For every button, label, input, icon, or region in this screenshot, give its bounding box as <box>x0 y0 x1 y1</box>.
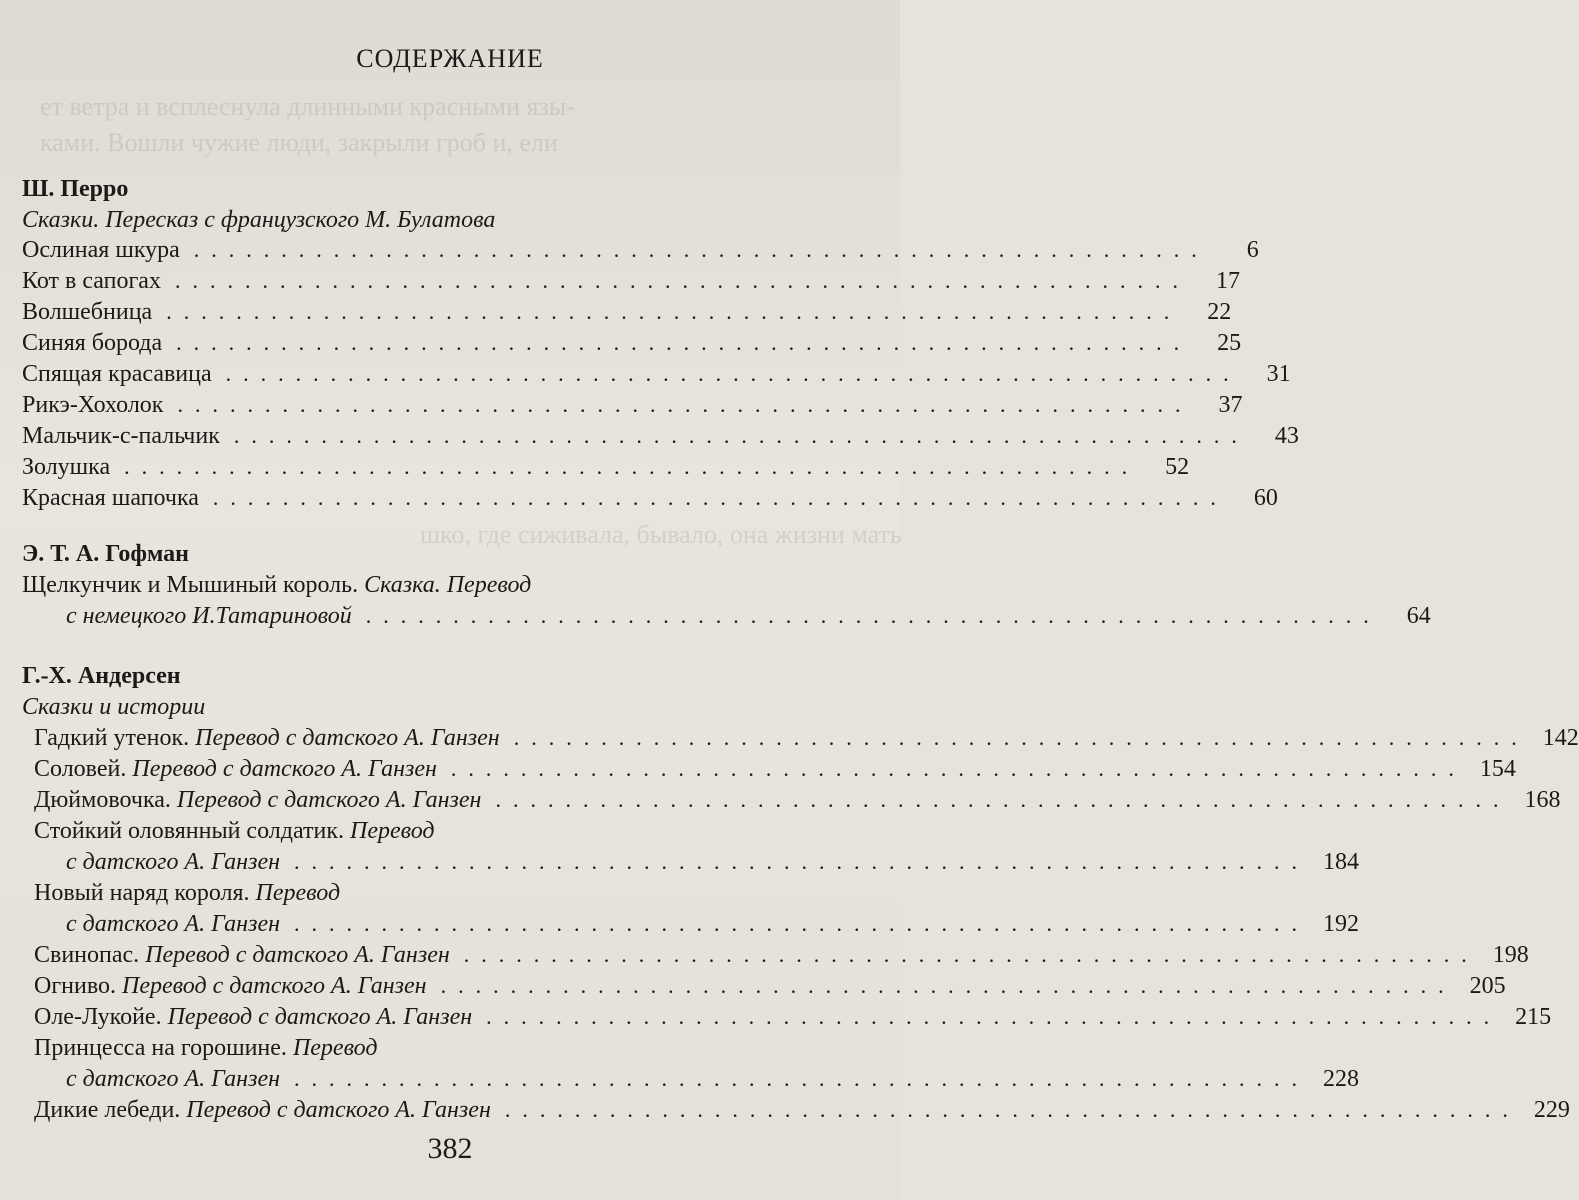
toc-entry[interactable] <box>22 481 1278 515</box>
entry-page: 22 <box>1207 299 1232 325</box>
toc-entry[interactable] <box>34 721 1579 755</box>
toc-entry[interactable] <box>34 938 1529 972</box>
entry-page: 198 <box>1492 942 1529 968</box>
entry-note: Перевод <box>255 880 341 906</box>
entry-page: 37 <box>1218 392 1243 418</box>
author-hoffmann: Э. Т. А. Гофман <box>22 541 189 567</box>
bleed-through-text: ками. Вошли чужие люди, закрыли гроб и, ели <box>40 128 558 157</box>
toc-entry-first-line[interactable] <box>34 876 832 910</box>
entry-page: 64 <box>1406 603 1431 629</box>
entry-page: 142 <box>1542 725 1579 751</box>
leader-dots: .......................................................... <box>504 1097 1520 1122</box>
entry-page: 229 <box>1533 1097 1570 1123</box>
leader-dots: .......................................................... <box>212 485 1228 510</box>
entry-page: 6 <box>1246 237 1259 263</box>
toc-entry-first-line[interactable] <box>34 814 832 848</box>
toc-entry[interactable] <box>22 264 1240 298</box>
leader-dots: .......................................................... <box>294 849 1309 874</box>
entry-note-cont: с датского А. Ганзен <box>66 1066 280 1092</box>
entry-title: Спящая красавица <box>22 361 212 387</box>
contents-heading: СОДЕРЖАНИЕ <box>356 44 544 73</box>
entry-note: Сказка. Перевод <box>364 572 532 598</box>
entry-title: Стойкий оловянный солдатик. <box>34 818 344 844</box>
entry-title: Красная шапочка <box>22 485 199 511</box>
entry-title: Огниво. <box>34 973 117 999</box>
leader-dots: .......................................................... <box>294 1066 1309 1091</box>
entry-title: Оле-Лукойе. <box>34 1004 162 1030</box>
toc-entry-continuation[interactable] <box>66 907 1359 941</box>
toc-entry[interactable] <box>22 357 1291 391</box>
entry-note: Перевод с датского А. Ганзен <box>176 787 482 813</box>
leader-dots: .......................................................... <box>463 942 1479 967</box>
leader-dots: .......................................................... <box>193 237 1209 262</box>
entry-note-cont: с датского А. Ганзен <box>66 849 280 875</box>
entry-page: 168 <box>1524 787 1561 813</box>
leader-dots: .......................................................... <box>233 423 1249 448</box>
toc-entry[interactable] <box>22 326 1242 360</box>
entry-page: 192 <box>1323 911 1359 937</box>
section-subtitle-andersen: Сказки и истории <box>22 694 206 720</box>
toc-entry-continuation[interactable] <box>66 599 1431 633</box>
entry-page: 154 <box>1479 756 1516 782</box>
leader-dots: .......................................................... <box>124 454 1140 479</box>
entry-title: Свинопас. <box>34 942 140 968</box>
entry-title: Синяя борода <box>22 330 163 356</box>
bleed-through-text: ет ветра и всплеснула длинными красными язы- <box>40 92 575 121</box>
entry-page: 60 <box>1253 485 1278 511</box>
leader-dots: .......................................................... <box>294 911 1309 936</box>
toc-entry[interactable] <box>34 1093 1570 1127</box>
entry-title: Золушка <box>22 454 111 480</box>
entry-page: 17 <box>1215 268 1240 294</box>
entry-page: 31 <box>1266 361 1291 387</box>
leader-dots: .......................................................... <box>495 787 1511 812</box>
entry-note: Перевод <box>292 1035 378 1061</box>
toc-entry-first-line[interactable] <box>22 568 832 602</box>
entry-title: Дикие лебеди. <box>34 1097 181 1123</box>
toc-entry[interactable] <box>22 295 1232 329</box>
leader-dots: .......................................................... <box>174 268 1190 293</box>
toc-entry[interactable] <box>34 752 1516 786</box>
entry-note: Перевод с датского А. Ганзен <box>132 756 437 782</box>
entry-note: Перевод <box>349 818 435 844</box>
entry-title: Щелкунчик и Мышиный король. <box>22 572 359 598</box>
author-andersen: Г.-Х. Андерсен <box>22 663 181 689</box>
entry-title: Дюймовочка. <box>34 787 171 813</box>
author-perrault: Ш. Перро <box>22 176 129 202</box>
entry-title: Кот в сапогах <box>22 268 161 294</box>
entry-note-cont: с немецкого И.Татариновой <box>66 603 352 629</box>
leader-dots: .......................................................... <box>486 1004 1502 1029</box>
toc-entry-continuation[interactable] <box>66 1062 1359 1096</box>
leader-dots: .......................................................... <box>166 299 1182 324</box>
entry-title: Рикэ-Хохолок <box>22 392 164 418</box>
entry-page: 43 <box>1274 423 1299 449</box>
entry-note-cont: с датского А. Ганзен <box>66 911 280 937</box>
toc-entry[interactable] <box>22 233 1259 267</box>
entry-title: Ослиная шкура <box>22 237 180 263</box>
entry-title: Мальчик-с-пальчик <box>22 423 220 449</box>
section-subtitle-perrault: Сказки. Пересказ с французского М. Булатова <box>22 207 496 233</box>
entry-page: 215 <box>1515 1004 1552 1030</box>
entry-page: 52 <box>1165 454 1190 480</box>
leader-dots: .......................................................... <box>365 603 1381 628</box>
leader-dots: .......................................................... <box>225 361 1241 386</box>
toc-entry[interactable] <box>34 1000 1552 1034</box>
entry-title: Новый наряд короля. <box>34 880 250 906</box>
leader-dots: .......................................................... <box>513 725 1529 750</box>
entry-title: Гадкий утенок. <box>34 725 190 751</box>
entry-page: 205 <box>1469 973 1506 999</box>
entry-page: 184 <box>1323 849 1359 875</box>
leader-dots: .......................................................... <box>177 392 1193 417</box>
toc-entry[interactable] <box>22 388 1243 422</box>
bleed-through-text: шко, где сиживала, бывало, она жизни мать <box>420 520 902 549</box>
toc-entry[interactable] <box>22 419 1299 453</box>
toc-entry[interactable] <box>22 450 1190 484</box>
leader-dots: .......................................................... <box>176 330 1192 355</box>
toc-entry[interactable] <box>34 783 1561 817</box>
toc-entry-first-line[interactable] <box>34 1031 832 1065</box>
leader-dots: .......................................................... <box>440 973 1456 998</box>
entry-page: 25 <box>1217 330 1242 356</box>
leader-dots: .......................................................... <box>450 756 1466 781</box>
page-number: 382 <box>427 1132 473 1165</box>
entry-title: Принцесса на горошине. <box>34 1035 287 1061</box>
entry-note: Перевод с датского А. Ганзен <box>122 973 427 999</box>
toc-entry[interactable] <box>34 969 1506 1003</box>
entry-note: Перевод с датского А. Ганзен <box>195 725 500 751</box>
entry-title: Соловей. <box>34 756 127 782</box>
toc-entry-continuation[interactable] <box>66 845 1359 879</box>
entry-note: Перевод с датского А. Ганзен <box>145 942 450 968</box>
entry-page: 228 <box>1323 1066 1359 1092</box>
entry-title: Волшебница <box>22 299 153 325</box>
entry-note: Перевод с датского А. Ганзен <box>186 1097 491 1123</box>
entry-note: Перевод с датского А. Ганзен <box>167 1004 473 1030</box>
